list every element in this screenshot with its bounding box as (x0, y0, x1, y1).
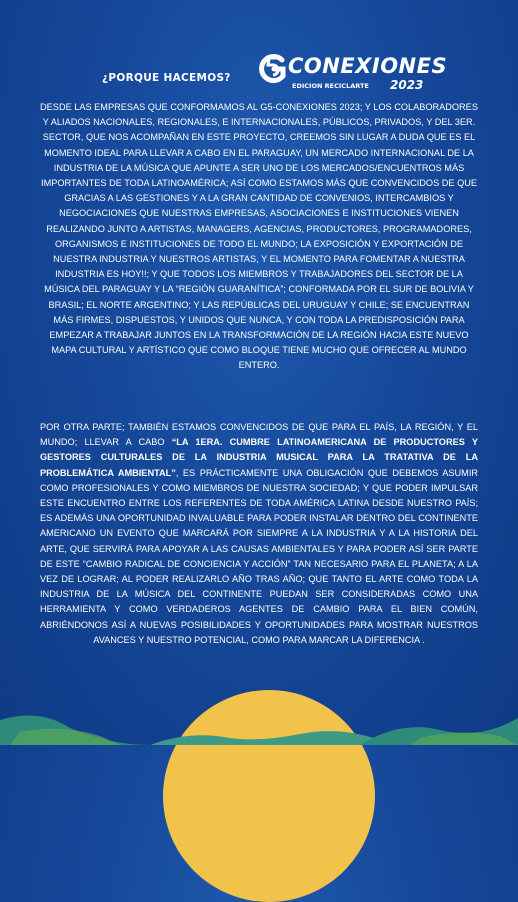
paragraph-summit-body: , ES PRÁCTICAMENTE UNA OBLIGACIÓN QUE DEBEMOS ASUMIR COMO PROFESIONALES Y COMO MIEMBROS DE NUESTRA SOCIEDAD; Y QUE PODER IMPULSAR ESTE ENCUENTRO ENTRE LOS REFERENTES DE TODA AMÉRICA LATINA DESDE NUESTRO PAÍS; ES ADEMÁS UNA OPORTUNIDAD INVALUABLE PARA PODER INSTALAR DENTRO DEL CONTINENTE AMERICANO UN EVENTO QUE MARCARÁ POR SIEMPRE A LA INDUSTRIA Y A LA HISTORIA DEL ARTE, QUE SERVIRÁ PARA APOYAR A LAS CAUSAS AMBIENTALES Y PARA PODER ASÍ SER PARTE DE ESTE “CAMBIO RADICAL DE CONCIENCIA Y ACCIÓN” TAN NECESARIO PARA EL PLANETA; A LA VEZ DE LOGRAR; AL PODER REALIZARLO AÑO TRAS AÑO; QUE TANTO EL ARTE COMO TODA LA INDUSTRIA DE LA MÚSICA DEL CONTINENTE PUEDAN SER CONSIDERADAS COMO UNA HERRAMIENTA Y COMO VERDADEROS AGENTES DE CAMBIO PARA EL BIEN COMÚN, ABRIÉNDONOS ASÍ A NUEVAS POSIBILIDADES Y OPORTUNIDADES PARA MOSTRAR NUESTROS AVANCES Y NUESTRO POTENCIAL, COMO PARA MARCAR LA DIFERENCIA . (40, 467, 479, 645)
logo-subtitle: EDICION RECICLARTE (292, 82, 369, 90)
logo-year: 2023 (390, 78, 424, 92)
summit-name: “LA 1ERA. CUMBRE LATINOAMERICANA DE PRODUCTORES Y GESTORES CULTURALES DE LA INDUSTRIA MUSICAL PARA LA TRATATIVA DE LA PROBLEMÁTICA AMBIENTAL” (40, 437, 478, 478)
paragraph-intro: DESDE LAS EMPRESAS QUE CONFORMAMOS AL G5-CONEXIONES 2023; Y LOS COLABORADORES Y ALIADOS NACIONALES, REGIONALES, E INTERNACIONALES, PÚBLICOS, PRIVADOS, Y DEL 3ER. SECTOR, QUE NOS ACOMPAÑAN EN ESTE PROYECTO, CREEMOS SIN LUGAR A DUDA QUE ES EL MOMENTO IDEAL PARA LLEVAR A CABO EN EL PARAGUAY, UN MERCADO INTERNACIONAL DE LA INDUSTRIA DE LA MÚSICA QUE APUNTE A SER UNO DE LOS MERCADOS/ENCUENTROS MÁS IMPORTANTES DE TODA LATINOAMÉRICA; ASÍ COMO ESTAMOS MÁS QUE CONVENCIDOS DE QUE GRACIAS A LAS GESTIONES Y A LA GRAN CANTIDAD DE CONVENIOS, INTERCAMBIOS Y NEGOCIACIONES QUE NUESTRAS EMPRESAS, ASOCIACIONES E INSTITUCIONES VIENEN REALIZANDO JUNTO A ARTISTAS, MANAGERS, AGENCIAS, PRODUCTORES, PROGRAMADORES, ORGANISMOS E INSTITUCIONES DE TODO EL MUNDO; LA EXPOSICIÓN Y EXPORTACIÓN DE NUESTRA INDUSTRIA Y NUESTROS ARTISTAS, Y EL MOMENTO PARA FOMENTAR A NUESTRA INDUSTRIA ES HOY!!; Y QUE TODOS LOS MIEMBROS Y TRABAJADORES DEL SECTOR DE LA MÚSICA DEL PARAGUAY Y LA “REGIÓN GUARANÍTICA”; CONFORMADA POR EL SUR DE BOLIVIA Y BRASIL; EL NORTE ARGENTINO; Y LAS REPÚBLICAS DEL URUGUAY Y CHILE; SE ENCUENTRAN MÁS FIRMES, DISPUESTOS, Y UNIDOS QUE NUNCA, Y CON TODA LA PREDISPOSICIÓN PARA EMPEZAR A TRABAJAR JUNTOS EN LA TRANSFORMACIÓN DE LA REGIÓN HACIA ESTE NUEVO MAPA CULTURAL Y ARTÍSTICO QUE COMO BLOQUE TIENE MUCHO QUE OFRECER AL MUNDO ENTERO. (40, 102, 478, 371)
hills-illustration (0, 690, 518, 745)
section-title: ¿PORQUE HACEMOS? (102, 72, 231, 84)
g5-logo-icon (256, 52, 290, 86)
paragraph-summit (40, 420, 478, 648)
g5-conexiones-logo (256, 52, 448, 96)
paragraph-summit-lead: POR OTRA PARTE; TAMBIÉN ESTAMOS CONVENCIDOS DE QUE PARA EL PAÍS, LA REGIÓN, Y EL MUNDO; LLEVAR A CABO (40, 422, 478, 448)
header (0, 52, 518, 102)
logo-wordmark: CONEXIONES (288, 54, 448, 78)
